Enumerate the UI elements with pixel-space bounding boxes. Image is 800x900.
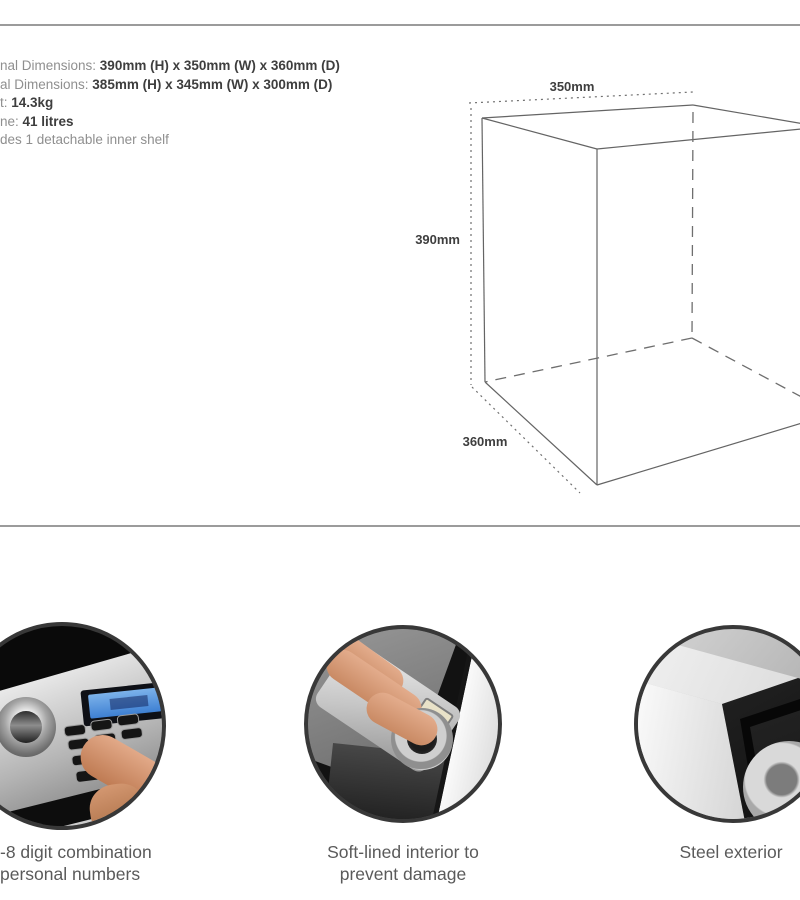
box-wireframe [482, 105, 800, 485]
feature-photo-keypad [0, 622, 166, 830]
spec-label: t: [0, 95, 12, 110]
product-specs [0, 57, 340, 150]
caption-line: -8 digit combination [0, 842, 152, 862]
middle-divider [0, 525, 800, 527]
spec-value: 41 litres [22, 113, 74, 129]
feature-caption-exterior [581, 841, 800, 863]
spec-label: ne: [0, 113, 23, 129]
keypad-key [120, 727, 143, 741]
feature-caption-combination [0, 841, 230, 885]
dimensions-diagram [400, 60, 800, 520]
spec-value: 14.3kg [11, 95, 54, 110]
spec-value: 385mm (H) x 345mm (W) x 300mm (D) [92, 76, 333, 92]
spec-line-internal-dimensions [0, 76, 340, 95]
spec-line-weight [0, 94, 340, 113]
caption-line: prevent damage [339, 864, 467, 884]
safe-knob-center [10, 711, 42, 743]
height-dimension-label: 390mm [415, 232, 460, 247]
width-dimension-label: 350mm [549, 79, 595, 94]
depth-dimension-label: 360mm [462, 434, 508, 449]
top-divider [0, 24, 800, 26]
caption-line: Soft-lined interior to [327, 842, 479, 862]
caption-line: personal numbers [0, 864, 141, 884]
keypad-key [63, 724, 86, 738]
spec-value: 390mm (H) x 350mm (W) x 360mm (D) [99, 58, 340, 73]
spec-line-shelf [0, 131, 340, 150]
feature-photo-exterior [634, 625, 800, 823]
spec-line-volume [0, 113, 340, 132]
keypad-key [116, 713, 139, 727]
measurement-lines [469, 92, 693, 493]
feature-photo-interior [304, 625, 502, 823]
keypad-key [90, 718, 113, 732]
feature-caption-interior [253, 841, 553, 885]
spec-line-external-dimensions [0, 57, 340, 76]
spec-label: nal Dimensions: [0, 58, 100, 73]
spec-label: al Dimensions: [0, 76, 93, 92]
caption-line: Steel exterior [679, 842, 783, 862]
spec-label: des 1 detachable inner shelf [0, 132, 169, 147]
